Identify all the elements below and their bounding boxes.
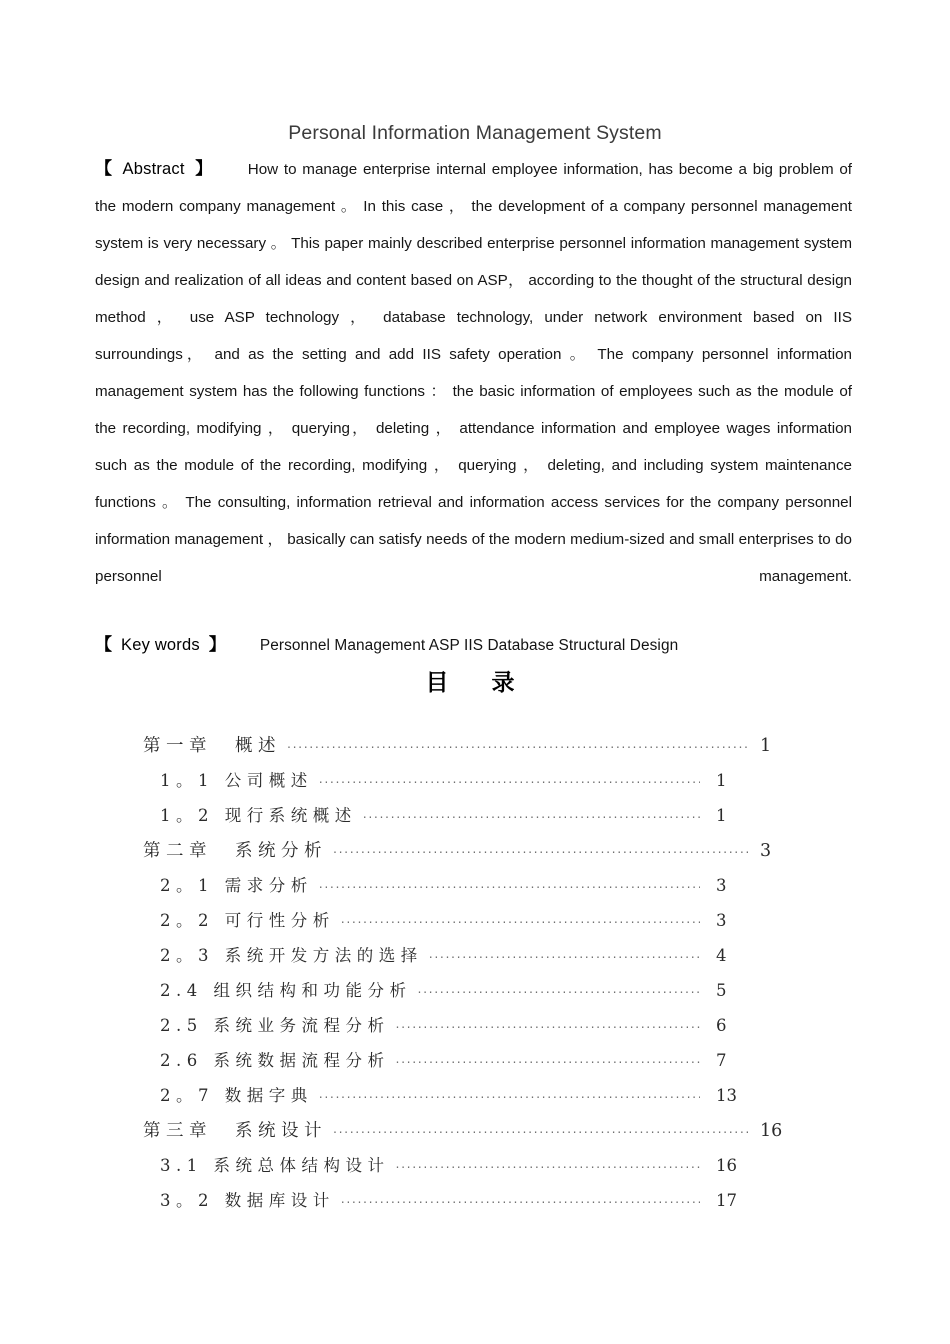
toc-heading: 目 录 (425, 669, 525, 696)
toc-entry-page-number: 7 (716, 1051, 727, 1070)
toc-dot-leader (418, 980, 701, 997)
toc-entry-inner (143, 1117, 808, 1142)
toc-dot-leader (341, 910, 700, 927)
toc-entry-page-number: 1 (716, 771, 727, 790)
toc-dot-leader (287, 734, 748, 752)
toc-entry[interactable] (0, 1152, 950, 1187)
toc-entry[interactable] (0, 837, 950, 872)
toc-entry-page-number: 1 (716, 806, 727, 825)
toc-entry-label: 2。2 可行性分析 (160, 911, 335, 930)
table-of-contents (0, 732, 950, 1222)
toc-entry-label: 1。1 公司概述 (160, 771, 313, 790)
abstract-bracket-close: 】 (193, 159, 214, 178)
keywords-section (95, 630, 895, 655)
abstract-body: How to manage enterprise internal employee information, has become a big problem of the modern company management 。 In this case ， the development of a company personnel management system is very necessary 。 This paper mainly described enterprise personnel information management system design and realization of all ideas and content based on ASP， according to the thought of the structural design method ， use ASP technology ， database technology, under network environment based on IIS surroundings， and as the setting and add IIS safety operation 。 The company personnel information management system has the following functions ： the basic information of employees such as the module of the recording, modifying ， querying， deleting ， attendance information and employee wages information such as the module of the recording, modifying ， querying ， deleting, and including system maintenance functions 。 The consulting, information retrieval and information access services for the company personnel information management ， basically can satisfy needs of the modern medium-sized and small enterprises to do personnel management. (95, 161, 853, 585)
toc-entry-inner (160, 1047, 762, 1071)
toc-entry-inner (160, 942, 762, 966)
toc-dot-leader (396, 1155, 701, 1172)
toc-entry-label: 第二章 系统分析 (143, 841, 327, 861)
toc-entry-page-number: 3 (716, 911, 727, 930)
toc-entry[interactable] (0, 732, 950, 767)
toc-entry-page-number: 16 (716, 1156, 737, 1175)
toc-dot-leader (319, 1085, 700, 1102)
toc-dot-leader (333, 1119, 748, 1137)
toc-dot-leader (396, 1015, 701, 1032)
toc-entry[interactable] (0, 872, 950, 907)
toc-entry-label: 2。3 系统开发方法的选择 (160, 946, 423, 965)
toc-entry-page-number: 17 (716, 1191, 737, 1210)
toc-entry-page-number: 16 (760, 1121, 783, 1141)
toc-entry-page-number: 6 (716, 1016, 727, 1035)
toc-entry[interactable] (0, 942, 950, 977)
toc-entry-label: 2.4 组织结构和功能分析 (160, 981, 412, 1000)
toc-entry-page-number: 3 (760, 841, 772, 861)
keywords-list: Personnel Management ASP IIS Database Structural Design (259, 637, 679, 654)
toc-entry-label: 2。7 数据字典 (160, 1086, 313, 1105)
toc-entry-page-number: 1 (760, 736, 772, 756)
keywords-bracket-close: 】 (208, 635, 226, 654)
toc-entry-inner (160, 977, 762, 1001)
toc-entry[interactable] (0, 767, 950, 802)
toc-dot-leader (396, 1050, 701, 1067)
toc-entry-inner (160, 1152, 762, 1176)
toc-entry[interactable] (0, 977, 950, 1012)
toc-entry-inner (160, 767, 762, 791)
keywords-label: Key words (121, 636, 200, 654)
abstract-bracket-open: 【 (95, 159, 114, 178)
toc-entry[interactable] (0, 802, 950, 837)
toc-entry-inner (143, 837, 808, 862)
toc-entry-label: 2。1 需求分析 (160, 876, 313, 895)
toc-dot-leader (319, 875, 700, 892)
toc-entry-page-number: 4 (716, 946, 727, 965)
toc-entry-label: 2.6 系统数据流程分析 (160, 1051, 390, 1070)
toc-entry-inner (160, 802, 762, 826)
toc-entry[interactable] (0, 1187, 950, 1222)
abstract-paragraph (95, 150, 852, 595)
toc-entry-page-number: 5 (716, 981, 727, 1000)
toc-entry-inner (160, 1187, 762, 1211)
toc-dot-leader (429, 945, 700, 962)
toc-entry-inner (160, 1012, 762, 1036)
toc-entry-inner (160, 907, 762, 931)
toc-entry-label: 2.5 系统业务流程分析 (160, 1016, 390, 1035)
toc-entry[interactable] (0, 907, 950, 942)
abstract-label: Abstract (122, 160, 185, 178)
toc-entry-label: 1。2 现行系统概述 (160, 806, 357, 825)
toc-entry[interactable] (0, 1082, 950, 1117)
toc-dot-leader (333, 839, 748, 857)
toc-entry-page-number: 3 (716, 876, 727, 895)
page-title: Personal Information Management System (288, 122, 662, 144)
toc-dot-leader (341, 1190, 700, 1207)
keywords-bracket-open: 【 (95, 635, 112, 654)
toc-entry[interactable] (0, 1047, 950, 1082)
toc-entry-page-number: 13 (716, 1086, 737, 1105)
toc-entry-label: 第一章 概述 (143, 736, 281, 756)
toc-dot-leader (363, 805, 700, 822)
toc-entry[interactable] (0, 1012, 950, 1047)
toc-entry-label: 第三章 系统设计 (143, 1121, 327, 1141)
toc-entry-label: 3.1 系统总体结构设计 (160, 1156, 390, 1175)
toc-entry-inner (160, 1082, 762, 1106)
toc-entry-inner (143, 732, 808, 757)
abstract-section (95, 150, 852, 595)
toc-entry-label: 3。2 数据库设计 (160, 1191, 335, 1210)
toc-entry-inner (160, 872, 762, 896)
toc-dot-leader (319, 770, 700, 787)
toc-entry[interactable] (0, 1117, 950, 1152)
